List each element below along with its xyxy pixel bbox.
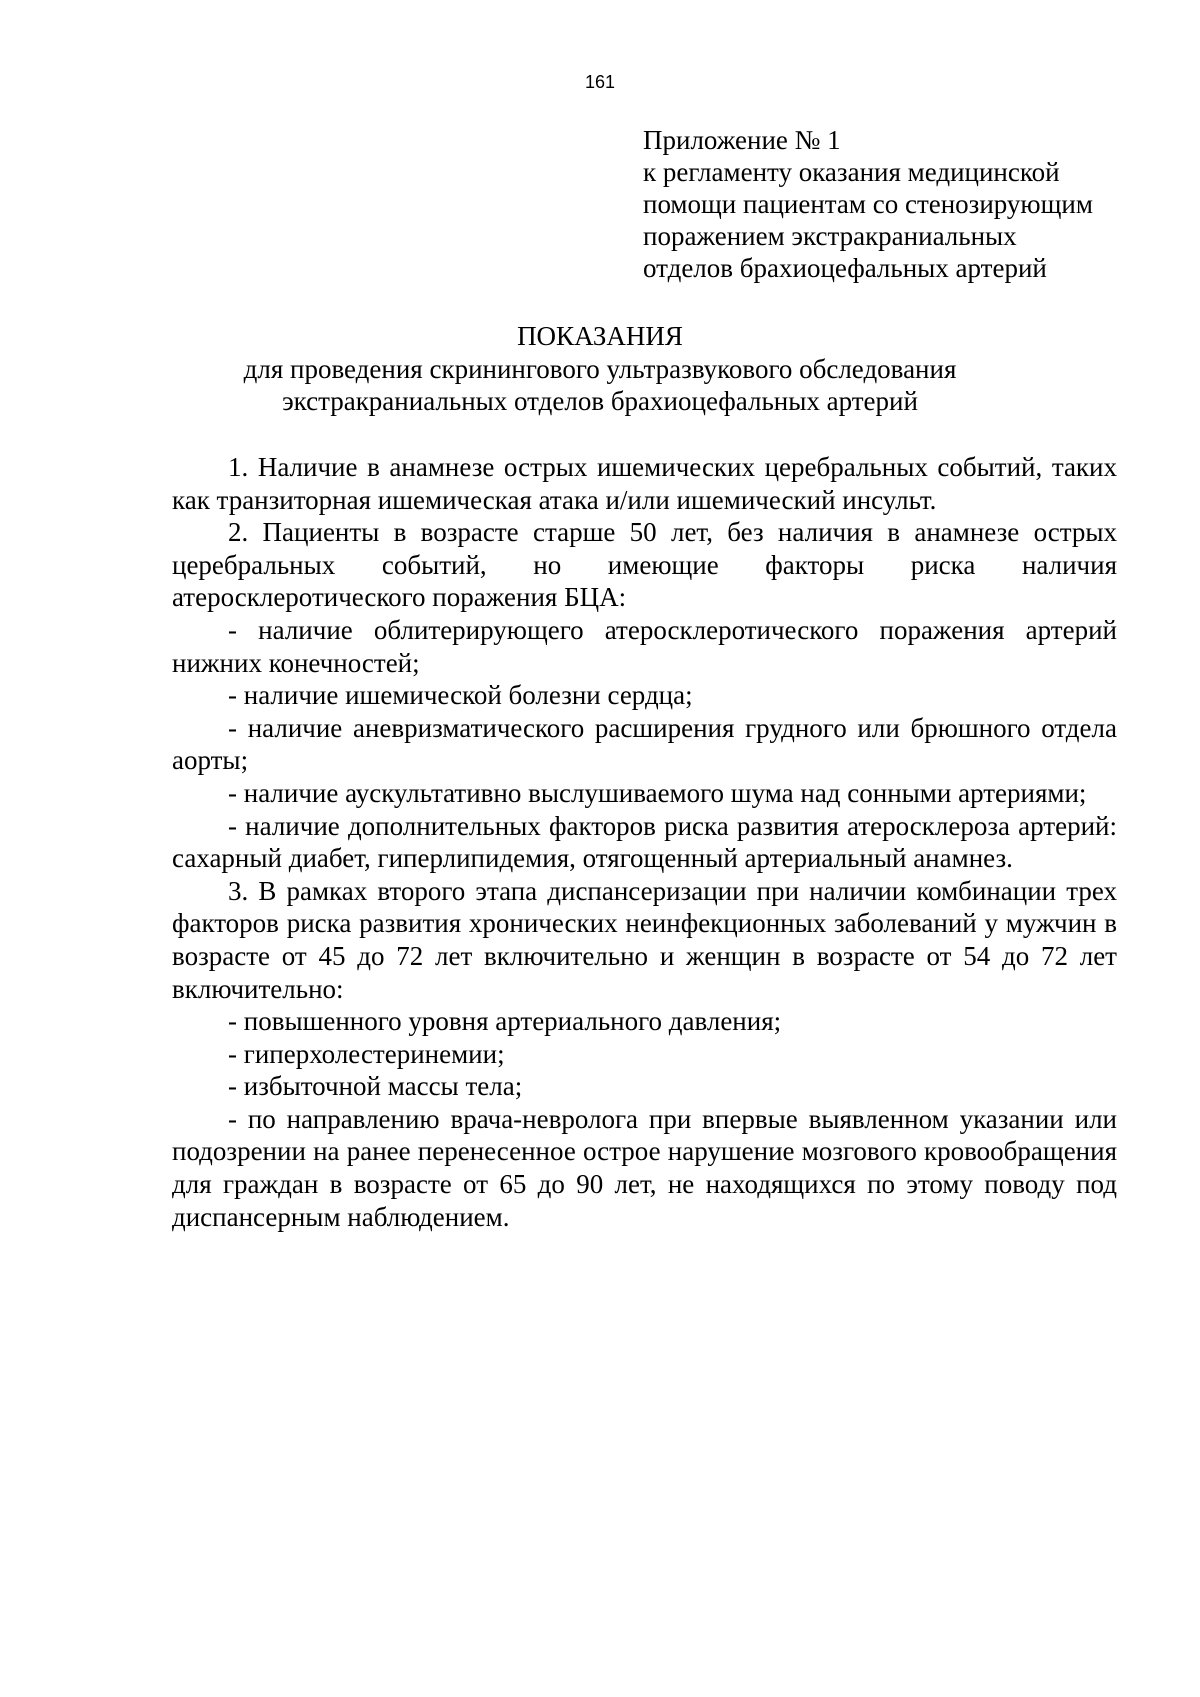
appendix-line: поражением экстракраниальных [643,221,1017,251]
title-subtitle-line: для проведения скринингового ультразвукового обследования [243,354,957,384]
paragraph: 3. В рамках второго этапа диспансеризации при наличии комбинации трех факторов риска развития хронических неинфекционных заболеваний у мужчин в возрасте от 45 до 72 лет включительно и женщин в возрасте от 54 до 72 лет включительно: [172,875,1117,1004]
paragraph: - наличие ишемической болезни сердца; [228,680,693,711]
paragraph: - повышенного уровня артериального давления; [228,1006,782,1037]
paragraph: - наличие аускультативно выслушиваемого шума над сонными артериями; [228,777,1087,808]
document-title [0,320,1200,417]
paragraph: 2. Пациенты в возрасте старше 50 лет, без наличия в анамнезе острых церебральных событий, но имеющие факторы риска наличия атеросклеротического поражения БЦА: [172,517,1117,613]
paragraph: - наличие дополнительных факторов риска развития атеросклероза артерий: сахарный диабет, гиперлипидемия, отягощенный артериальный анамнез. [172,810,1117,874]
paragraph: - наличие аневризматического расширения грудного или брюшного отдела аорты; [172,712,1117,776]
paragraph: - гиперхолестеринемии; [228,1038,505,1069]
title-heading: ПОКАЗАНИЯ [517,321,683,351]
appendix-line: к регламенту оказания медицинской [643,157,1060,187]
title-subtitle-line: экстракраниальных отделов брахиоцефальных артерий [282,386,918,416]
paragraph: - избыточной массы тела; [228,1071,523,1102]
page-number: 161 [584,72,616,92]
appendix-line: отделов брахиоцефальных артерий [643,253,1047,283]
appendix-line: помощи пациентам со стенозирующим [643,189,1093,219]
paragraph: - по направлению врача-невролога при впервые выявленном указании или подозрении на ранее перенесенное острое нарушение мозгового кровообращения для граждан в возрасте от 65 до 90 лет, не находящихся по этому поводу под диспансерным наблюдением. [172,1103,1117,1232]
paragraph: 1. Наличие в анамнезе острых ишемических церебральных событий, таких как транзиторная ишемическая атака и/или ишемический инсульт. [172,452,1117,515]
appendix-note [643,124,1163,284]
document-body [172,451,1117,1233]
appendix-line: Приложение № 1 [643,125,841,155]
paragraph: - наличие облитерирующего атеросклеротического поражения артерий нижних конечностей; [172,614,1117,678]
